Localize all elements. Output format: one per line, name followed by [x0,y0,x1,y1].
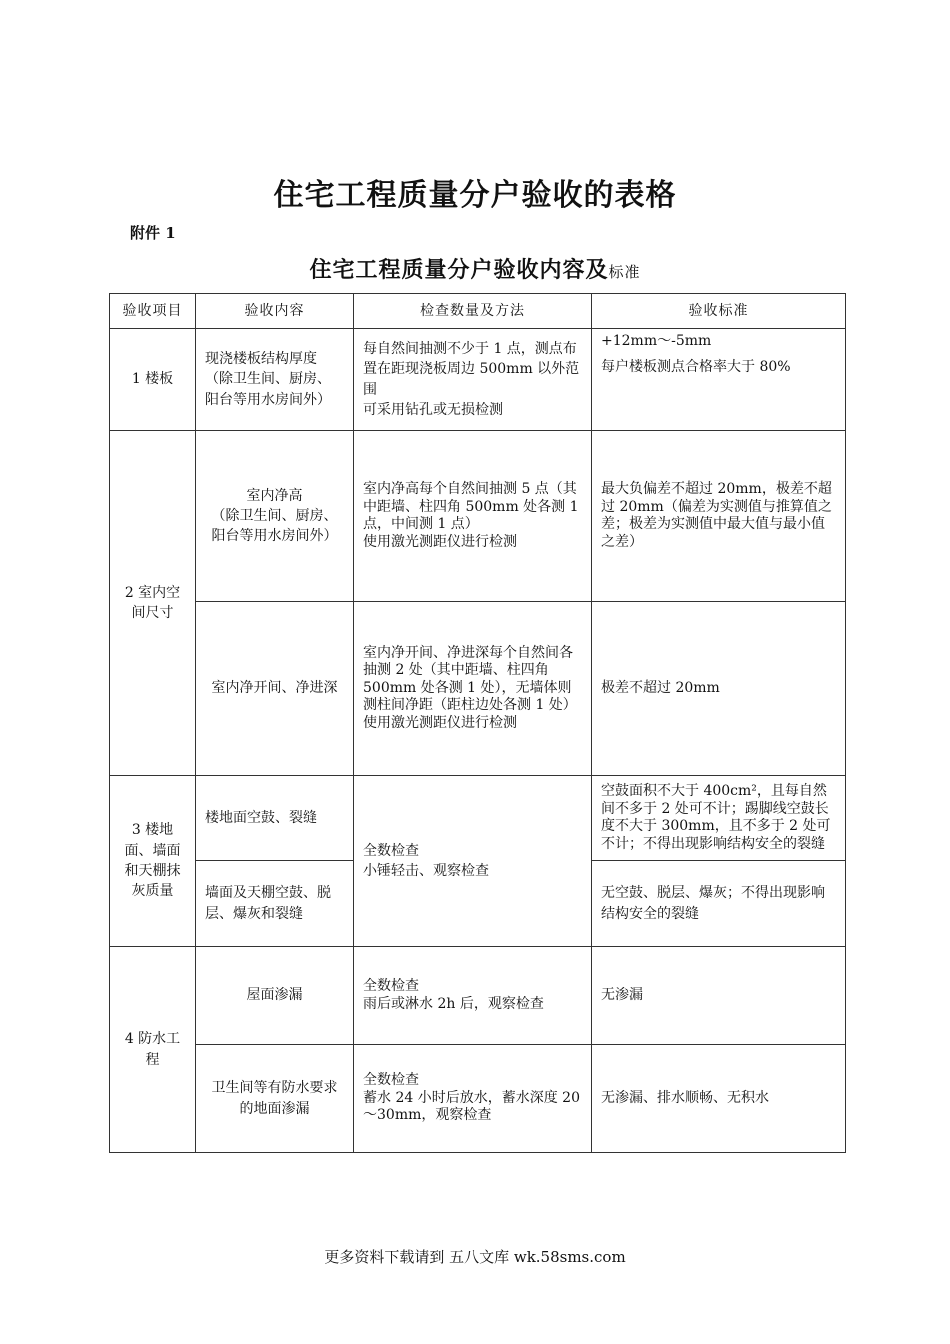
header-item: 验收项目 [110,294,196,329]
content-cell: 楼地面空鼓、裂缝 [196,776,354,861]
standard-cell: 空鼓面积不大于 400cm²，且每自然间不多于 2 处可不计；踢脚线空鼓长度不大于 300mm，且不多于 2 处可不计；不得出现影响结构安全的裂缝 [592,776,846,861]
method-line: 室内净开间、净进深每个自然间各抽测 2 处（其中距墙、柱四角 500mm 处各测 1 处），无墙体则测柱间净距（距柱边处各测 1 处） [363,644,577,714]
standard-cell: 无渗漏、排水顺畅、无积水 [592,1045,846,1153]
table-row [110,602,846,776]
standard-line: 每户楼板测点合格率大于 80% [601,359,791,376]
item-cell: 2 室内空间尺寸 [110,431,196,776]
method-line: 使用激光测距仪进行检测 [363,533,517,550]
content-line: （除卫生间、厨房、阳台等用水房间外） [211,507,338,545]
content-line: 室内净高 [246,487,303,504]
method-cell [354,947,592,1045]
attachment-label: 附件 1 [130,224,176,242]
method-line: 全数检查 [363,1072,419,1089]
content-cell: 屋面渗漏 [196,947,354,1045]
method-line: 雨后或淋水 2h 后，观察检查 [363,995,544,1012]
table-header-row [110,294,846,329]
content-cell [196,431,354,602]
table-row [110,431,846,602]
method-line: 小锤轻击、观察检查 [363,863,489,879]
header-standard: 验收标准 [592,294,846,329]
standard-line: +12mm～-5mm [601,333,712,349]
item-cell: 1 楼板 [110,329,196,431]
standard-cell: 无渗漏 [592,947,846,1045]
header-method: 检查数量及方法 [354,294,592,329]
table-row [110,947,846,1045]
table-row [110,1045,846,1153]
content-cell: 卫生间等有防水要求的地面渗漏 [196,1045,354,1153]
method-line: 全数检查 [363,842,419,859]
header-content: 验收内容 [196,294,354,329]
standard-cell: 无空鼓、脱层、爆灰；不得出现影响结构安全的裂缝 [592,861,846,947]
method-line: 使用激光测距仪进行检测 [363,714,517,731]
subtitle-small: 标准 [608,263,641,281]
method-line: 每自然间抽测不少于 1 点，测点布置在距现浇板周边 500mm 以外范围 [363,340,580,398]
document-title: 住宅工程质量分户验收的表格 [273,178,677,213]
method-cell [354,776,592,947]
item-cell: 3 楼地面、墙面和天棚抹灰质量 [110,776,196,947]
method-cell [354,329,592,431]
content-cell: 现浇楼板结构厚度（除卫生间、厨房、阳台等用水房间外） [196,329,354,431]
method-line: 全数检查 [363,978,419,994]
standard-cell: 最大负偏差不超过 20mm，极差不超过 20mm（偏差为实测值与推算值之差；极差为实测值中最大值与最小值之差） [592,431,846,602]
method-cell [354,602,592,776]
standard-cell: 极差不超过 20mm [592,602,846,776]
content-cell: 室内净开间、净进深 [196,602,354,776]
table-row [110,329,846,431]
method-cell [354,431,592,602]
method-line: 可采用钻孔或无损检测 [363,401,503,418]
method-line: 蓄水 24 小时后放水，蓄水深度 20～30mm，观察检查 [363,1089,580,1124]
footer-download-note: 更多资料下载请到 五八文库 wk.58sms.com [324,1248,626,1266]
standard-cell [592,329,846,431]
content-cell: 墙面及天棚空鼓、脱层、爆灰和裂缝 [196,861,354,947]
subtitle-main: 住宅工程质量分户验收内容及 [309,257,609,283]
item-cell: 4 防水工程 [110,947,196,1153]
table-row [110,776,846,861]
method-line: 室内净高每个自然间抽测 5 点（其中距墙、柱四角 500mm 处各测 1 点，中间测 1 点） [363,481,579,532]
table-subtitle [0,253,950,284]
acceptance-table [109,293,846,1153]
method-cell [354,1045,592,1153]
